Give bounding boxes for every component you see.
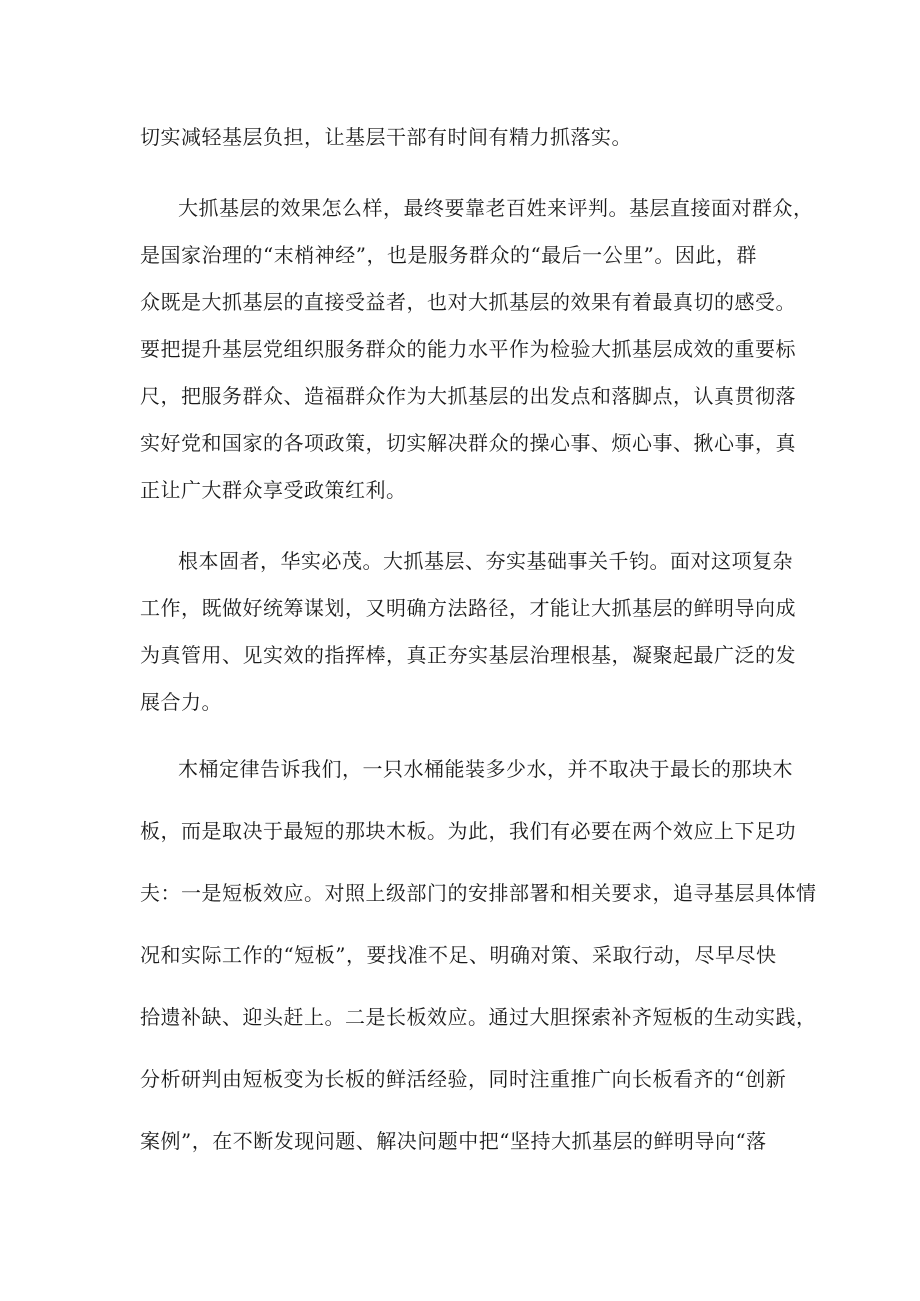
paragraph-3-line-6: 分析研判由短板变为长板的鲜活经验，同时注重推广向长板看齐的“创新 — [140, 1067, 787, 1091]
paragraph-3-line-2: 板，而是取决于最短的那块木板。为此，我们有必要在两个效应上下足功 — [140, 819, 796, 843]
paragraph-3-line-7: 案例”，在不断发现问题、解决问题中把“坚持大抓基层的鲜明导向“落 — [140, 1129, 767, 1153]
paragraph-3-line-3: 夫：一是短板效应。对照上级部门的安排部署和相关要求，追寻基层具体情 — [140, 881, 817, 905]
paragraph-2-line-2: 工作，既做好统筹谋划，又明确方法路径，才能让大抓基层的鲜明导向成 — [140, 596, 796, 620]
paragraph-0-line-1: 切实减轻基层负担，让基层干部有时间有精力抓落实。 — [140, 125, 632, 149]
paragraph-3-line-4: 况和实际工作的“短板”，要找准不足、明确对策、采取行动，尽早尽快 — [140, 943, 777, 967]
paragraph-2-line-4: 展合力。 — [140, 690, 222, 714]
paragraph-1-line-1: 大抓基层的效果怎么样，最终要靠老百姓来评判。基层直接面对群众， — [178, 196, 814, 220]
paragraph-1-line-7: 正让广大群众享受政策红利。 — [140, 478, 407, 502]
paragraph-2-line-3: 为真管用、见实效的指挥棒，真正夯实基层治理根基，凝聚起最广泛的发 — [140, 643, 796, 667]
paragraph-1-line-3: 众既是大抓基层的直接受益者，也对大抓基层的效果有着最真切的感受。 — [140, 290, 796, 314]
paragraph-3-line-1: 木桶定律告诉我们，一只水桶能装多少水，并不取决于最长的那块木 — [178, 757, 793, 781]
paragraph-1-line-5: 尺，把服务群众、造福群众作为大抓基层的出发点和落脚点，认真贯彻落 — [140, 384, 796, 408]
paragraph-1-line-2: 是国家治理的“末梢神经”，也是服务群众的“最后一公里”。因此，群 — [140, 243, 757, 267]
paragraph-3-line-5: 拾遗补缺、迎头赶上。二是长板效应。通过大胆探索补齐短板的生动实践， — [140, 1005, 817, 1029]
paragraph-1-line-4: 要把提升基层党组织服务群众的能力水平作为检验大抓基层成效的重要标 — [140, 337, 796, 361]
paragraph-1-line-6: 实好党和国家的各项政策，切实解决群众的操心事、烦心事、揪心事，真 — [140, 431, 796, 455]
paragraph-2-line-1: 根本固者，华实必茂。大抓基层、夯实基础事关千钧。面对这项复杂 — [178, 549, 793, 573]
